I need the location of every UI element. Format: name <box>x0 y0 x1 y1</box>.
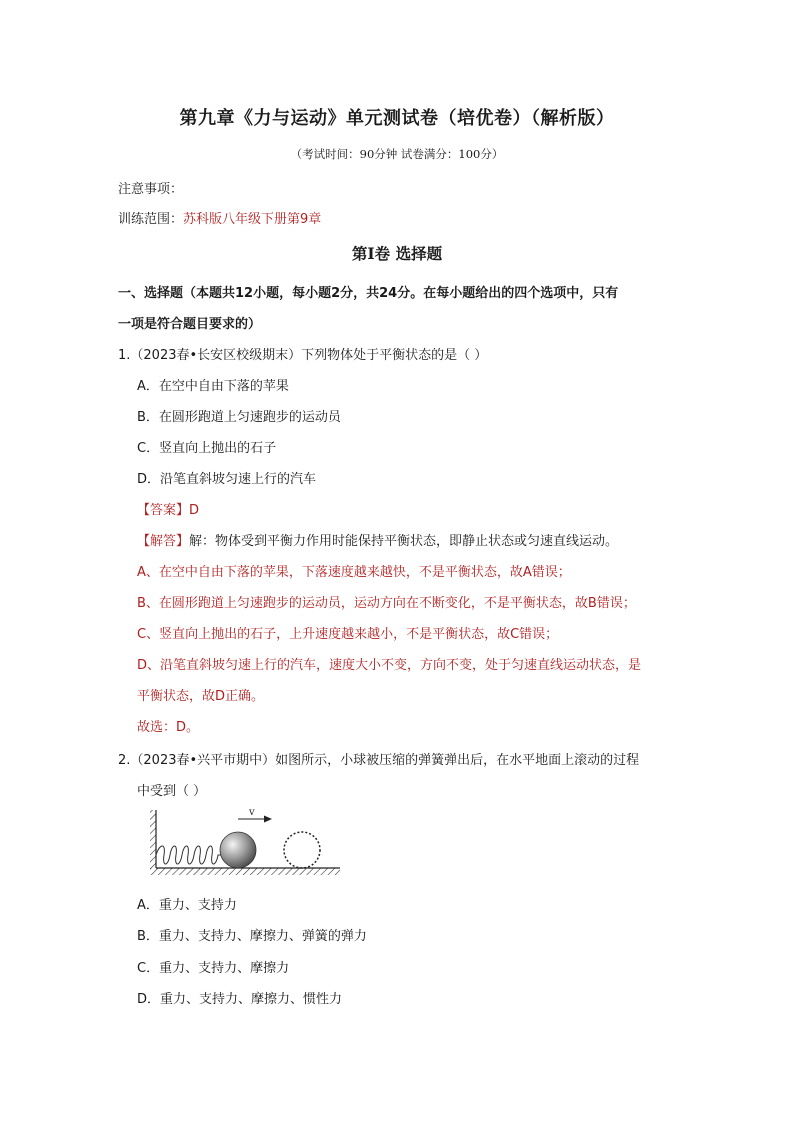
question-2-option-a: A．重力、支持力 <box>137 898 237 913</box>
velocity-label: v <box>249 807 255 818</box>
question-1-option-a: A．在空中自由下落的苹果 <box>137 379 289 394</box>
question-1-analysis-intro <box>137 530 618 549</box>
ground-hatch <box>150 868 340 875</box>
question-1-analysis-d-cont: 平衡状态，故D正确。 <box>137 689 265 704</box>
question-1-analysis-a: A、在空中自由下落的苹果，下落速度越来越快，不是平衡状态，故A错误； <box>137 565 571 580</box>
question-1-answer <box>137 499 199 518</box>
question-1-choice: 故选：D。 <box>137 720 200 735</box>
question-2-option-b: B．重力、支持力、摩擦力、弹簧的弹力 <box>137 929 367 944</box>
notice-label: 注意事项： <box>118 182 184 197</box>
wall-hatch <box>150 810 156 870</box>
question-1-option-b: B．在圆形跑道上匀速跑步的运动员 <box>137 410 341 425</box>
page-title: 第九章《力与运动》单元测试卷（培优卷）（解析版） <box>179 108 615 129</box>
analysis-tag: 【解答】 <box>137 534 190 549</box>
range-label: 训练范围： <box>118 212 184 227</box>
analysis-intro: 解：物体受到平衡力作用时能保持平衡状态，即静止状态或匀速直线运动。 <box>189 534 619 549</box>
section-instruction-line1: 一、选择题（本题共12小题，每小题2分，共24分。在每小题给出的四个选项中，只有 <box>118 286 619 301</box>
range-value: 苏科版八年级下册第9章 <box>183 212 322 227</box>
ball <box>220 832 256 868</box>
exam-info: （考试时间：90分钟 试卷满分：100分） <box>290 147 504 161</box>
training-range <box>118 208 321 227</box>
question-1-stem: 1.（2023春•长安区校级期末）下列物体处于平衡状态的是（ ） <box>118 348 488 363</box>
answer-tag: 【答案】 <box>137 503 190 518</box>
spring-coil <box>156 846 222 864</box>
question-2-option-d: D．重力、支持力、摩擦力、惯性力 <box>137 992 343 1007</box>
velocity-arrow-head <box>264 816 272 823</box>
question-1-option-d: D．沿笔直斜坡匀速上行的汽车 <box>137 472 317 487</box>
question-2-stem-line1: 2.（2023春•兴平市期中）如图所示，小球被压缩的弹簧弹出后，在水平地面上滚动的过程 <box>118 753 640 768</box>
question-1-option-c: C．竖直向上抛出的石子 <box>137 441 277 456</box>
question-1-analysis-c: C、竖直向上抛出的石子，上升速度越来越小，不是平衡状态，故C错误； <box>137 627 559 642</box>
question-2-option-c: C．重力、支持力、摩擦力 <box>137 961 290 976</box>
answer-value: D <box>189 503 200 518</box>
spring-ball-figure <box>150 805 350 885</box>
section-instruction-line2: 一项是符合题目要求的） <box>118 317 262 332</box>
section-title: 第Ⅰ卷 选择题 <box>351 244 443 263</box>
question-1-analysis-b: B、在圆形跑道上匀速跑步的运动员，运动方向在不断变化，不是平衡状态，故B错误； <box>137 596 636 611</box>
question-2-stem-line2: 中受到（ ） <box>137 784 207 799</box>
ball-later-position <box>284 832 320 868</box>
question-1-analysis-d: D、沿笔直斜坡匀速上行的汽车，速度大小不变，方向不变，处于匀速直线运动状态，是 <box>137 658 642 673</box>
